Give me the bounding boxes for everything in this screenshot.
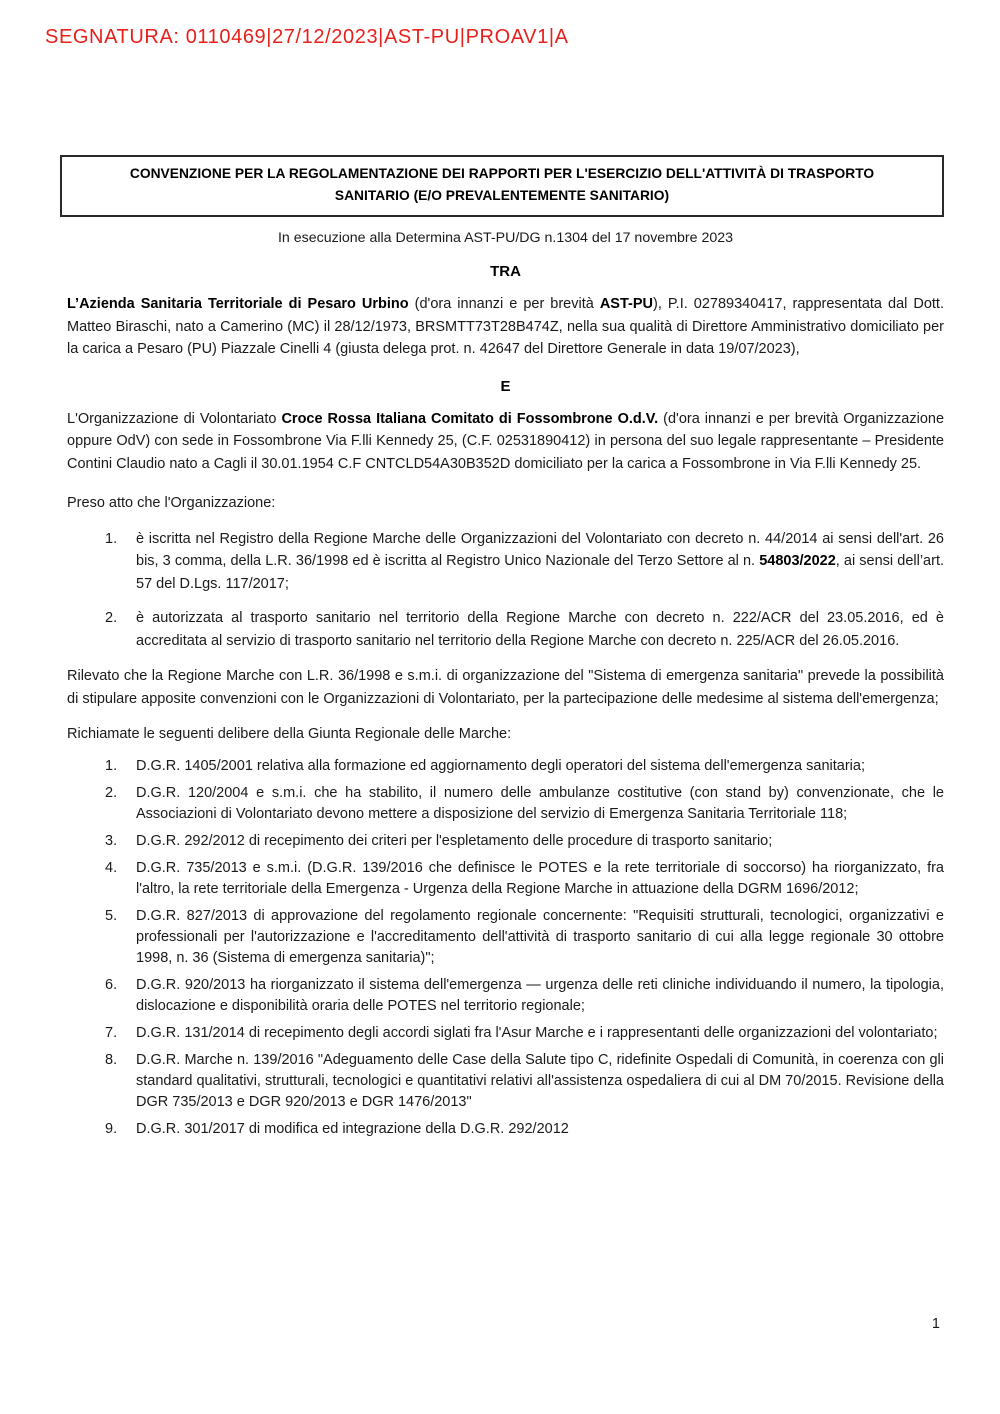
list-item-number: 3. xyxy=(105,832,118,849)
list-item xyxy=(67,906,944,969)
list-item-text: D.G.R. 735/2013 e s.m.i. (D.G.R. 139/2016 che definisce le POTES e la rete territoriale di soccorso) ha riorganizzato, fra l'altro, la rete territoriale della Emergenza - Urgenza della Regione Marche in attuazione della DGRM 1696/2012; xyxy=(136,859,944,897)
list-item-text: D.G.R. 131/2014 di recepimento degli accordi siglati fra l'Asur Marche e i rappresentanti delle organizzazioni del volontariato; xyxy=(136,1024,938,1041)
list-item-number: 1. xyxy=(105,757,118,774)
list-item-text: D.G.R. 827/2013 di approvazione del regolamento regionale concernente: "Requisiti strutturali, tecnologici, organizzativi e professionali per l'autorizzazione e l'accreditamento dell'attività di trasporto sanitario di cui alla legge regionale 30 ottobre 1998, n. 36 (Sistema di emergenza sanitaria)"; xyxy=(136,907,944,966)
list-item-number: 5. xyxy=(105,907,118,924)
party-odv-rest: (d'ora innanzi e per brevità Organizzazione oppure OdV) con sede in Fossombrone Via F.lli Kennedy 25, (C.F. 02531890412) in persona del suo legale rappresentante – Presidente Contini Claudio nato a Cagli il 30.01.1954 C.F CNTCLD54A30B352D domiciliato per la carica a Fossombrone in Via F.lli Kennedy 25. xyxy=(67,410,945,472)
page-number: 1 xyxy=(931,1316,940,1332)
list-item-number: 9. xyxy=(105,1120,118,1137)
party-odv-name: Croce Rossa Italiana Comitato di Fossombrone O.d.V. xyxy=(281,410,659,427)
list-item xyxy=(67,975,944,1017)
list-item xyxy=(67,607,944,652)
list-item-number: 7. xyxy=(105,1024,118,1041)
list-item-number: 2. xyxy=(105,610,118,626)
tra-heading: TRA xyxy=(490,263,521,280)
list-item xyxy=(67,528,944,596)
list-item-text: D.G.R. 292/2012 di recepimento dei criteri per l'espletamento delle procedure di trasporto sanitario; xyxy=(136,832,773,849)
preso-atto-line: Preso atto che l'Organizzazione: xyxy=(67,495,276,511)
party-azienda-name: L’Azienda Sanitaria Territoriale di Pesaro Urbino xyxy=(67,296,409,312)
rilevato-paragraph: Rilevato che la Regione Marche con L.R. 36/1998 e s.m.i. di organizzazione del "Sistema di emergenza sanitaria" prevede la possibilità di stipulare apposite convenzioni con le Organizzazioni di Volontariato, per la partecipazione delle medesime al sistema dell'emergenza; xyxy=(67,668,944,707)
party-azienda-abbr: AST-PU xyxy=(599,296,653,312)
list-item-number: 1. xyxy=(105,530,118,547)
list-item-number: 8. xyxy=(105,1051,118,1068)
party-odv-paragraph xyxy=(67,408,944,476)
list-item-text: D.G.R. 301/2017 di modifica ed integrazione della D.G.R. 292/2012 xyxy=(136,1120,569,1137)
list-item xyxy=(67,858,944,900)
list-item-number: 4. xyxy=(105,859,118,876)
list-item-number: 6. xyxy=(105,976,118,993)
list-item-text: D.G.R. 920/2013 ha riorganizzato il sistema dell'emergenza — urgenza delle reti cliniche individuando il numero, la tipologia, dislocazione e disponibilità oraria delle POTES nel territorio regionale; xyxy=(136,976,944,1014)
list-item xyxy=(67,783,944,825)
list-item xyxy=(67,756,944,777)
list-item-number: 2. xyxy=(105,784,118,801)
delibere-list xyxy=(67,756,944,1140)
segnatura-header: SEGNATURA: 0110469|27/12/2023|AST-PU|PROAV1|A xyxy=(45,26,569,48)
list-item-text: è iscritta nel Registro della Regione Marche delle Organizzazioni del Volontariato con decreto n. 44/2014 ai sensi dell'art. 26 bis, 3 comma, della L.R. 36/1998 ed è iscritta al Registro Unico Nazionale del Terzo Settore al n. xyxy=(136,530,944,569)
party-odv-intro: L'Organizzazione di Volontariato xyxy=(67,410,282,427)
list-item-bold: 54803/2022 xyxy=(759,553,836,569)
title-box xyxy=(60,155,944,217)
organization-status-list xyxy=(67,528,944,653)
list-item xyxy=(67,831,944,852)
list-item-text-post: , ai sensi dell’art. 57 del D.Lgs. 117/2017; xyxy=(136,553,944,592)
list-item-text: D.G.R. Marche n. 139/2016 "Adeguamento delle Case della Salute tipo C, ridefinite Ospedali di Comunità, in coerenza con gli standard qualitativi, strutturali, tecnologici e quantitativi relativi all'assistenza ospedaliera di cui al DM 70/2015. Revisione della DGR 735/2013 e DGR 920/2013 e DGR 1476/2013" xyxy=(136,1051,944,1110)
list-item-text: è autorizzata al trasporto sanitario nel territorio della Regione Marche con decreto n. 222/ACR del 23.05.2016, ed è accreditata al servizio di trasporto sanitario nel territorio della Regione Marche con decreto n. 225/ACR del 26.05.2016. xyxy=(136,610,944,649)
list-item-text: D.G.R. 1405/2001 relativa alla formazione ed aggiornamento degli operatori del sistema dell'emergenza sanitaria; xyxy=(136,757,865,774)
execution-line: In esecuzione alla Determina AST-PU/DG n.1304 del 17 novembre 2023 xyxy=(277,230,734,246)
party-azienda-mid: (d'ora innanzi e per brevità xyxy=(408,296,600,312)
list-item-text: D.G.R. 120/2004 e s.m.i. che ha stabilito, il numero delle ambulanze costitutive (con stand by) convenzionate, che le Associazioni di Volontariato devono mettere a disposizione del servizio di Emergenza Sanitaria Territoriale 118; xyxy=(136,784,944,822)
party-azienda-rest: ), P.I. 02789340417, rappresentata dal Dott. Matteo Biraschi, nato a Camerino (MC) il 28/12/1973, BRSMTT73T28B474Z, nella sua qualità di Direttore Amministrativo domiciliato per la carica a Pesaro (PU) Piazzale Cinelli 4 (giusta delega prot. n. 42647 del Direttore Generale in data 19/07/2023), xyxy=(67,296,944,357)
richiamate-line: Richiamate le seguenti delibere della Giunta Regionale delle Marche: xyxy=(67,726,512,742)
party-azienda-paragraph xyxy=(67,293,944,361)
e-heading: E xyxy=(500,377,511,395)
list-item xyxy=(67,1050,944,1113)
list-item xyxy=(67,1023,944,1044)
document-title: CONVENZIONE PER LA REGOLAMENTAZIONE DEI RAPPORTI PER L'ESERCIZIO DELL'ATTIVITÀ DI TRASPORTO SANITARIO (E/O PREVALENTEMENTE SANITARIO) xyxy=(129,166,875,203)
list-item xyxy=(67,1119,944,1140)
